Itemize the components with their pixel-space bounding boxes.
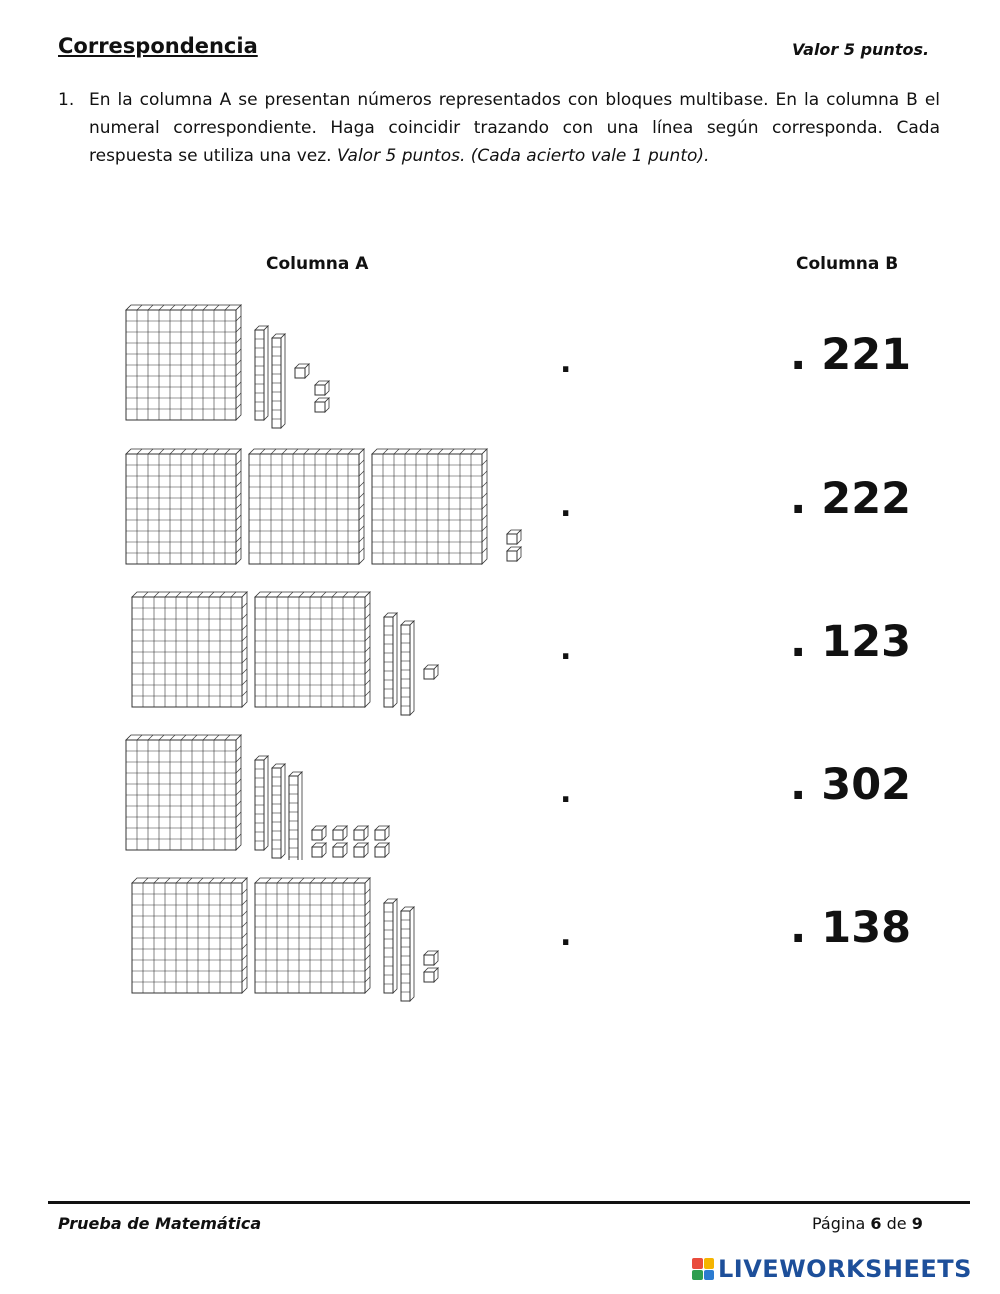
base-ten-blocks-row-5: [0, 873, 540, 1003]
ten-rod-block: [289, 772, 302, 860]
one-unit-block: [375, 826, 389, 840]
base-ten-blocks-row-3: [0, 587, 540, 717]
ten-rod-block: [272, 334, 285, 428]
page-current: 6: [870, 1214, 882, 1233]
ten-rod-block: [255, 326, 268, 420]
hundred-flat-block: [249, 449, 364, 564]
points-value: Valor 5 puntos.: [792, 40, 930, 59]
page-title: Correspondencia: [58, 34, 258, 58]
ten-rod-block: [384, 613, 397, 707]
logo-mark-icon: [692, 1258, 714, 1280]
logo-square: [704, 1258, 715, 1269]
base-ten-blocks-row-4: [0, 730, 540, 860]
column-b-numeral[interactable]: . 302: [790, 760, 912, 810]
column-b-numeral[interactable]: . 221: [790, 330, 912, 380]
hundred-flat-block: [126, 735, 241, 850]
column-b-numeral[interactable]: . 222: [790, 474, 912, 524]
column-a-dot[interactable]: .: [560, 918, 572, 953]
column-b-numeral[interactable]: . 123: [790, 617, 912, 667]
logo-square: [692, 1270, 703, 1281]
logo-square: [692, 1258, 703, 1269]
hundred-flat-block: [126, 305, 241, 420]
page-label: Página: [812, 1214, 866, 1233]
column-a-dot[interactable]: .: [560, 345, 572, 380]
column-a-dot[interactable]: .: [560, 632, 572, 667]
one-unit-block: [312, 843, 326, 857]
one-unit-block: [315, 381, 329, 395]
logo-text: LIVEWORKSHEETS: [718, 1255, 972, 1283]
one-unit-block: [295, 364, 309, 378]
one-unit-block: [424, 951, 438, 965]
hundred-flat-block: [132, 878, 247, 993]
ten-rod-block: [384, 899, 397, 993]
one-unit-block: [315, 398, 329, 412]
column-a-header: Columna A: [266, 254, 369, 274]
one-unit-block: [424, 665, 438, 679]
ten-rod-block: [401, 907, 414, 1001]
question-number: 1.: [58, 90, 75, 110]
column-b-header: Columna B: [796, 254, 899, 274]
ten-rod-block: [255, 756, 268, 850]
one-unit-block: [424, 968, 438, 982]
column-b-numeral[interactable]: . 138: [790, 903, 912, 953]
hundred-flat-block: [132, 592, 247, 707]
one-unit-block: [333, 843, 347, 857]
one-unit-block: [312, 826, 326, 840]
one-unit-block: [507, 547, 521, 561]
instructions-points: Valor 5 puntos. (Cada acierto vale 1 punto).: [337, 146, 710, 166]
liveworksheets-logo[interactable]: [692, 1254, 972, 1284]
logo-square: [704, 1270, 715, 1281]
base-ten-blocks-row-1: [0, 300, 540, 430]
footer-divider: [48, 1201, 970, 1204]
hundred-flat-block: [126, 449, 241, 564]
page-number: [812, 1214, 923, 1233]
one-unit-block: [354, 843, 368, 857]
page-sep: de: [886, 1214, 907, 1233]
footer-test-name: Prueba de Matemática: [58, 1214, 262, 1233]
hundred-flat-block: [255, 878, 370, 993]
one-unit-block: [375, 843, 389, 857]
page-total: 9: [911, 1214, 923, 1233]
base-ten-blocks-row-2: [0, 444, 540, 574]
hundred-flat-block: [255, 592, 370, 707]
one-unit-block: [333, 826, 347, 840]
instructions: [58, 86, 940, 170]
ten-rod-block: [401, 621, 414, 715]
hundred-flat-block: [372, 449, 487, 564]
instructions-text: En la columna A se presentan números representados con bloques multibase. En la columna B el numeral correspondiente. Haga coincidir trazando con una línea según corresponda. Cada respuesta se utiliza una vez.: [89, 90, 940, 166]
one-unit-block: [354, 826, 368, 840]
column-a-dot[interactable]: .: [560, 775, 572, 810]
one-unit-block: [507, 530, 521, 544]
ten-rod-block: [272, 764, 285, 858]
column-a-dot[interactable]: .: [560, 489, 572, 524]
